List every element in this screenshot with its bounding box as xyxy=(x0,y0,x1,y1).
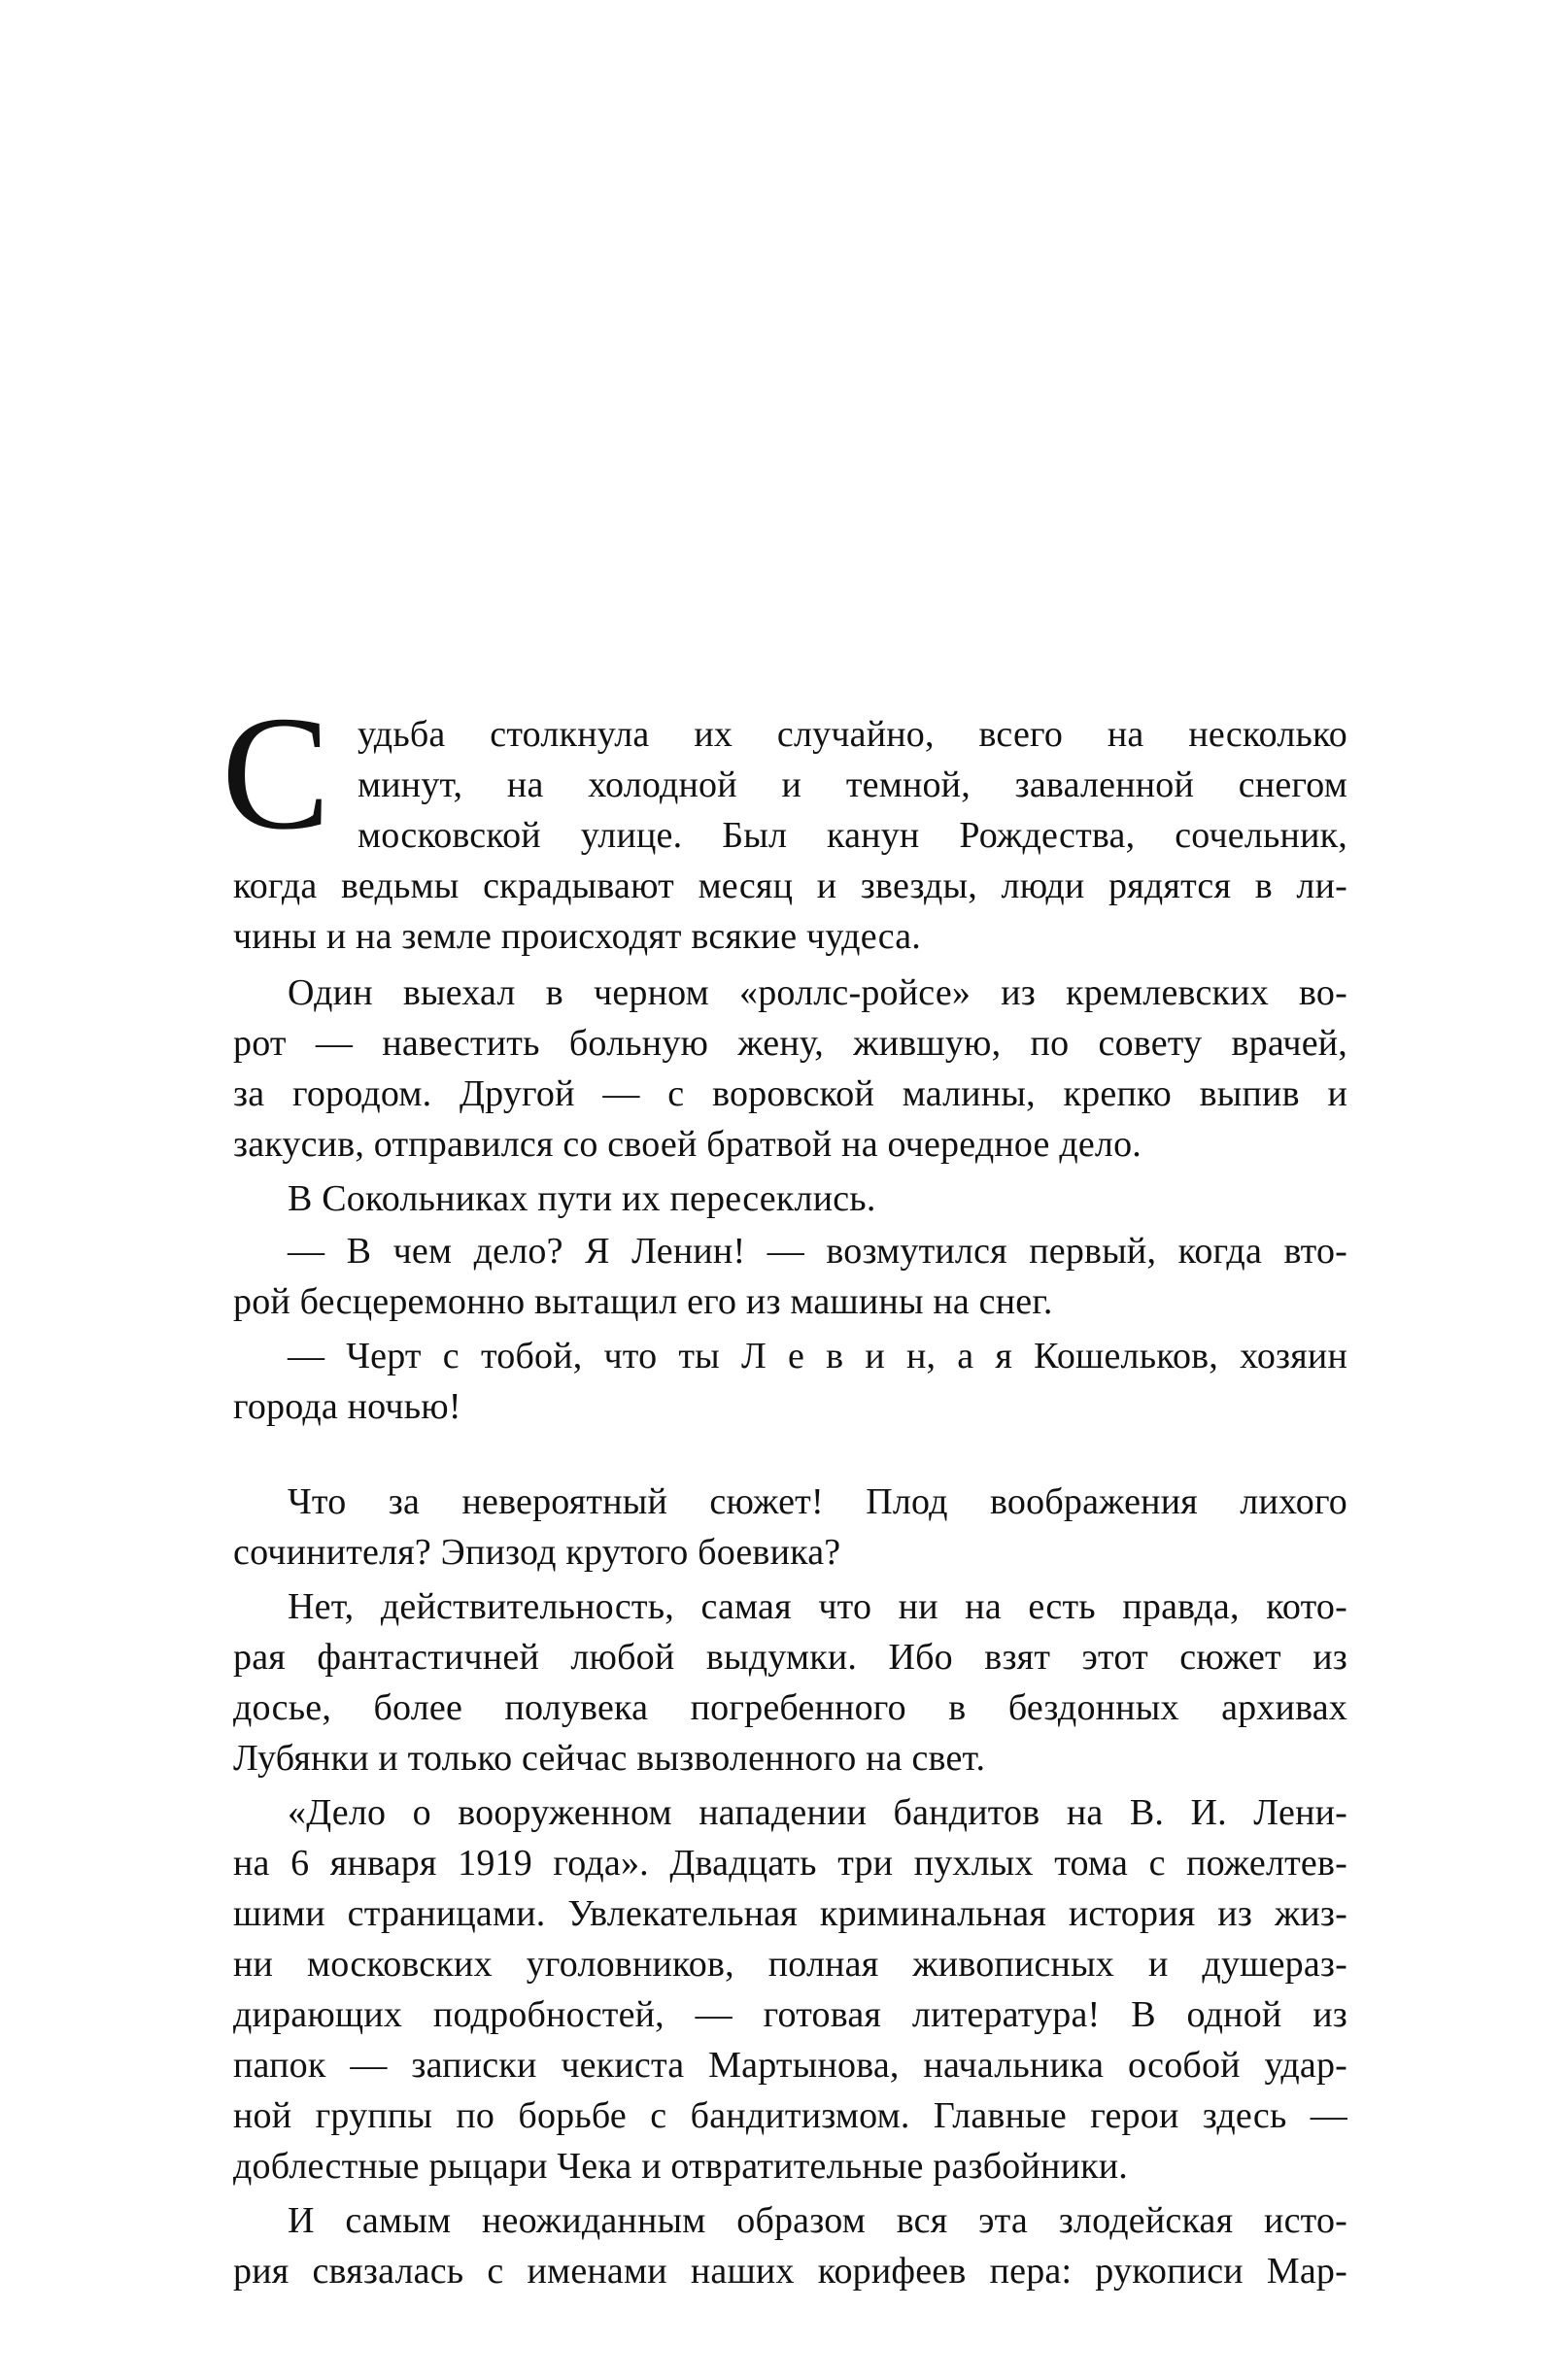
drop-cap: С xyxy=(222,683,331,864)
text-line: ни московских уголовников, полная живописных и душераз- xyxy=(233,1944,1347,1985)
text-line: шими страницами. Увлекательная криминальная история из жиз- xyxy=(233,1893,1347,1934)
text-line: досье, более полувека погребенного в бездонных архивах xyxy=(233,1687,1347,1728)
text-line: В Сокольниках пути их пересеклись. xyxy=(288,1178,876,1219)
text-line: папок — записки чекиста Мартынова, начальника особой удар- xyxy=(233,2045,1347,2086)
text-line: Нет, действительность, самая что ни на есть правда, кото- xyxy=(288,1586,1347,1627)
text-line: на 6 января 1919 года». Двадцать три пухлых тома с пожелтев- xyxy=(233,1843,1347,1884)
text-line: Что за невероятный сюжет! Плод воображения лихого xyxy=(288,1481,1347,1522)
text-line: Один выехал в черном «роллс-ройсе» из кремлевских во- xyxy=(288,972,1347,1013)
text-line: чины и на земле происходят всякие чудеса. xyxy=(233,916,922,957)
text-line: минут, на холодной и темной, заваленной снегом xyxy=(358,764,1347,805)
text-line: ной группы по борьбе с бандитизмом. Главные герои здесь — xyxy=(233,2095,1347,2136)
text-line: когда ведьмы скрадывают месяц и звезды, люди рядятся в ли- xyxy=(233,866,1347,906)
text-line: рая фантастичней любой выдумки. Ибо взят этот сюжет из xyxy=(233,1637,1347,1678)
text-line: рой бесцеремонно вытащил его из машины на снег. xyxy=(233,1281,1053,1322)
text-line: закусив, отправился со своей братвой на очередное дело. xyxy=(233,1124,1142,1165)
text-line: рия связалась с именами наших корифеев пера: рукописи Мар- xyxy=(233,2251,1347,2292)
text-line: за городом. Другой — с воровской малины, крепко выпив и xyxy=(233,1073,1347,1114)
text-line: города ночью! xyxy=(233,1386,461,1427)
text-line: дирающих подробностей, — готовая литература! В одной из xyxy=(233,1994,1347,2035)
text-line: — В чем дело? Я Ленин! — возмутился первый, когда вто- xyxy=(288,1231,1347,1272)
text-line: рот — навестить больную жену, жившую, по совету врачей, xyxy=(233,1023,1347,1064)
text-line: Лубянки и только сейчас вызволенного на свет. xyxy=(233,1738,986,1779)
text-line: И самым неожиданным образом вся эта злодейская исто- xyxy=(288,2200,1347,2241)
text-line: московской улице. Был канун Рождества, сочельник, xyxy=(358,815,1347,856)
text-line: — Черт с тобой, что ты Л е в и н, а я Кошельков, хозяин xyxy=(288,1336,1347,1376)
text-line: удьба столкнула их случайно, всего на несколько xyxy=(358,714,1347,755)
text-line: доблестные рыцари Чека и отвратительные разбойники. xyxy=(233,2146,1129,2187)
text-line: сочинителя? Эпизод крутого боевика? xyxy=(233,1532,841,1573)
text-line: «Дело о вооруженном нападении бандитов на В. И. Лени- xyxy=(288,1792,1347,1833)
